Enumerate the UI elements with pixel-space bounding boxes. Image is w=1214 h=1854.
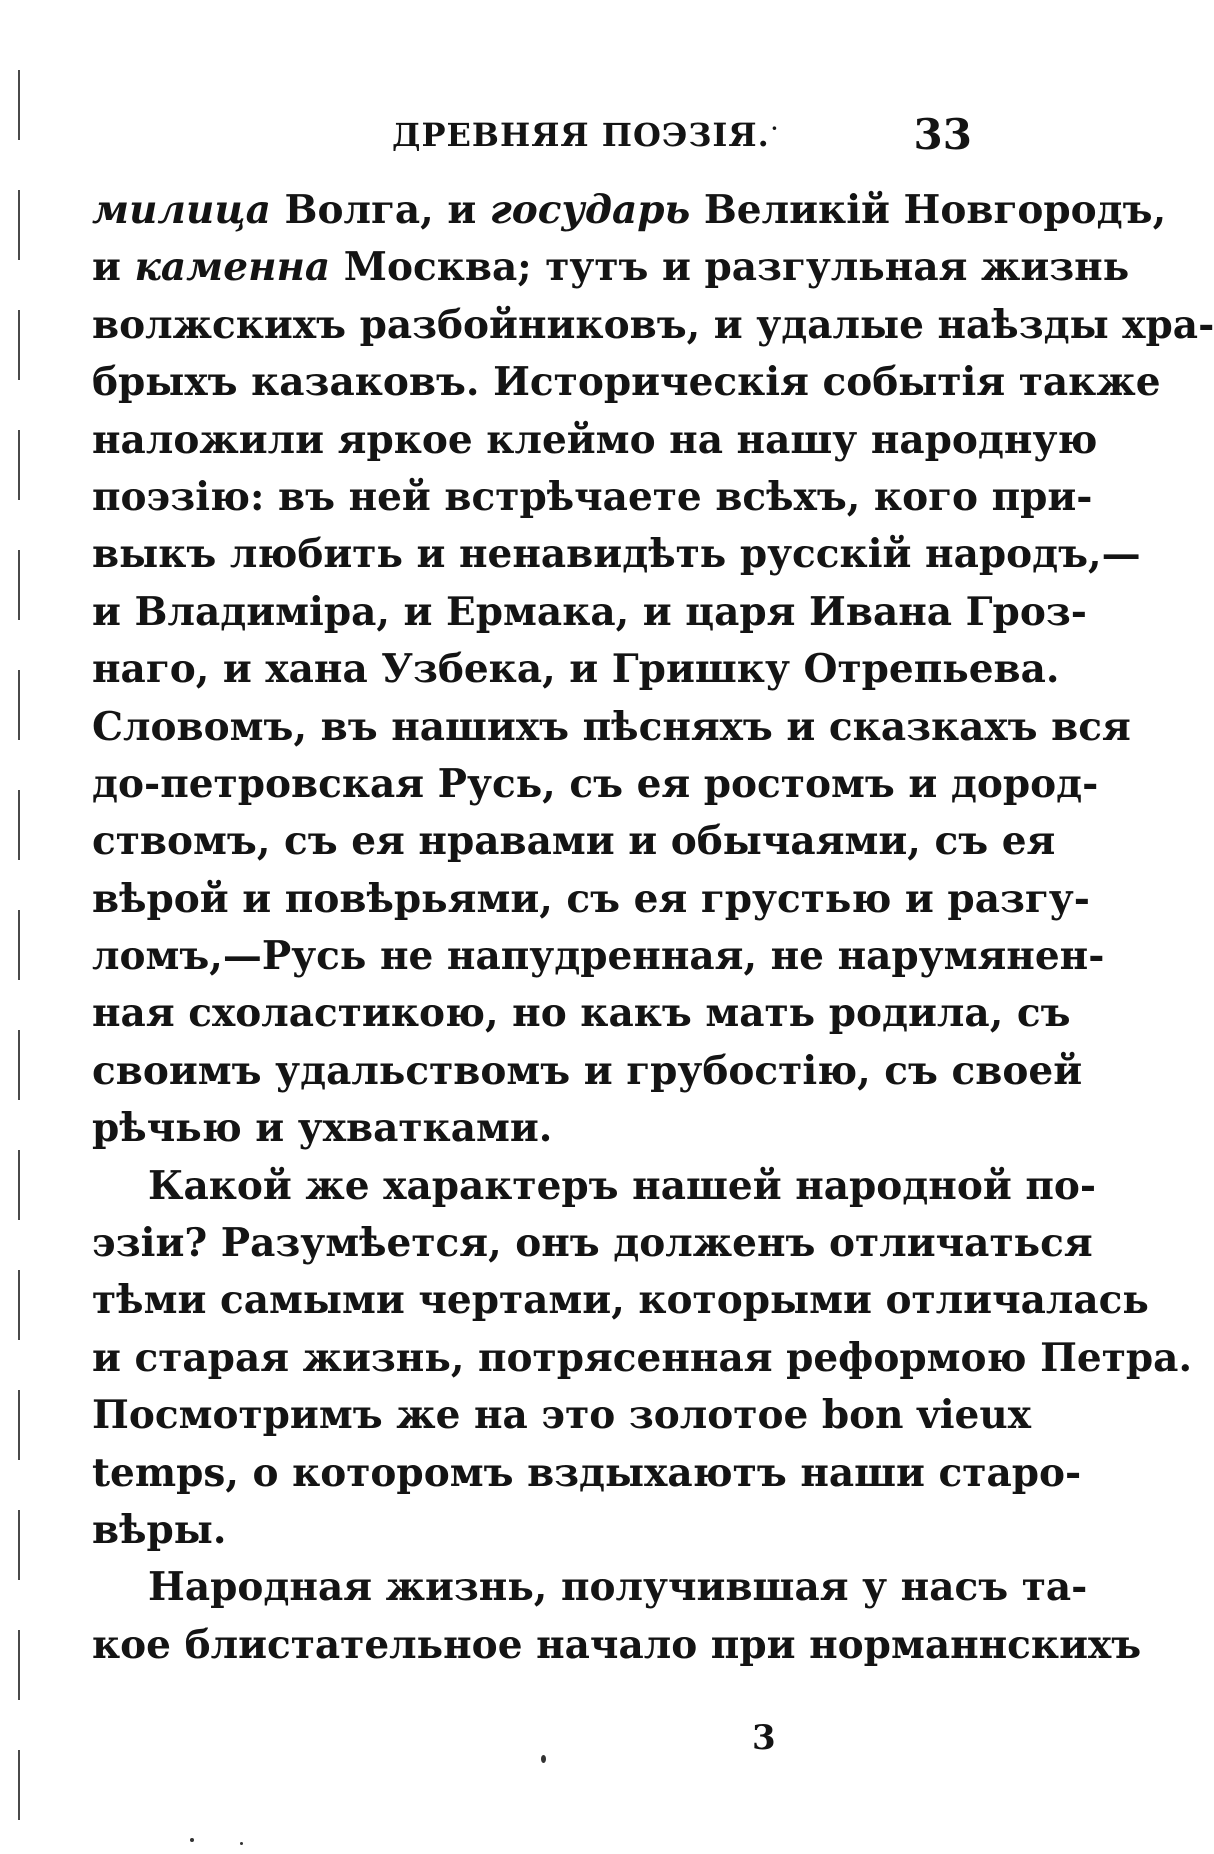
text-line: Какой же характеръ нашей народной по- xyxy=(148,1162,1097,1209)
text-line: брыхъ казаковъ. Историческія событія также xyxy=(92,359,1161,406)
text-line: выкъ любить и ненавидѣть русскій народъ,— xyxy=(92,531,1141,578)
page-number: 33 xyxy=(913,110,972,159)
text-line: ствомъ, съ ея нравами и обычаями, съ ея xyxy=(92,818,1056,865)
italic-word: государь xyxy=(489,187,691,233)
running-head xyxy=(92,110,972,170)
print-speck xyxy=(190,1838,194,1842)
text-line: до-петровская Русь, съ ея ростомъ и дород- xyxy=(92,760,1099,807)
print-speck xyxy=(541,1755,546,1763)
italic-word: каменна xyxy=(134,244,331,291)
text-line: наго, и хана Узбека, и Гришку Отрепьева. xyxy=(92,646,1060,693)
text-line: вѣры. xyxy=(92,1506,227,1553)
body-text xyxy=(92,182,1214,1674)
signature-mark: 3 xyxy=(752,1718,776,1758)
text-line: наложили яркое клеймо на нашу народную xyxy=(92,416,1098,463)
book-page xyxy=(92,110,1214,1758)
text-line: эзіи? Разумѣется, онъ долженъ отличаться xyxy=(92,1220,1093,1267)
text-line: вѣрой и повѣрьями, съ ея грустью и разгу- xyxy=(92,875,1090,922)
scan-edge-line xyxy=(18,70,20,1830)
text-line: своимъ удальствомъ и грубостію, съ своей xyxy=(92,1047,1083,1094)
text-line: ломъ,—Русь не напудренная, не нарумянен- xyxy=(92,933,1105,980)
text-line: и Владиміра, и Ермака, и царя Ивана Гроз- xyxy=(92,588,1087,635)
text-line: тѣми самыми чертами, которыми отличалась xyxy=(92,1277,1149,1324)
text-line: рѣчью и ухватками. xyxy=(92,1105,553,1152)
text-line: temps, о которомъ вздыхаютъ наши старо- xyxy=(92,1449,1082,1496)
text-line: волжскихъ разбойниковъ, и удалые наѣзды хра- xyxy=(92,301,1214,348)
text-line: милица Волга, и государь Великій Новгородъ, xyxy=(92,187,1167,233)
print-speck xyxy=(240,1842,243,1845)
running-head-dot: · xyxy=(770,112,779,145)
italic-word: милица xyxy=(92,187,271,233)
text-line: и каменна Москва; тутъ и разгульная жизнь xyxy=(92,244,1130,291)
text-line: кое блистательное начало при норманнскихъ xyxy=(92,1621,1142,1668)
text-line: и старая жизнь, потрясенная реформою Петра. xyxy=(92,1334,1193,1381)
text-line: Словомъ, въ нашихъ пѣсняхъ и сказкахъ вся xyxy=(92,703,1131,750)
text-line: поэзію: въ ней встрѣчаете всѣхъ, кого при- xyxy=(92,473,1093,520)
running-head-title: ДРЕВНЯЯ ПОЭЗІЯ. xyxy=(392,116,770,154)
text-line: ная схоластикою, но какъ мать родила, съ xyxy=(92,990,1071,1037)
text-line: Народная жизнь, получившая у насъ та- xyxy=(148,1564,1088,1611)
text-line: Посмотримъ же на это золотое bon vieux xyxy=(92,1392,1031,1439)
